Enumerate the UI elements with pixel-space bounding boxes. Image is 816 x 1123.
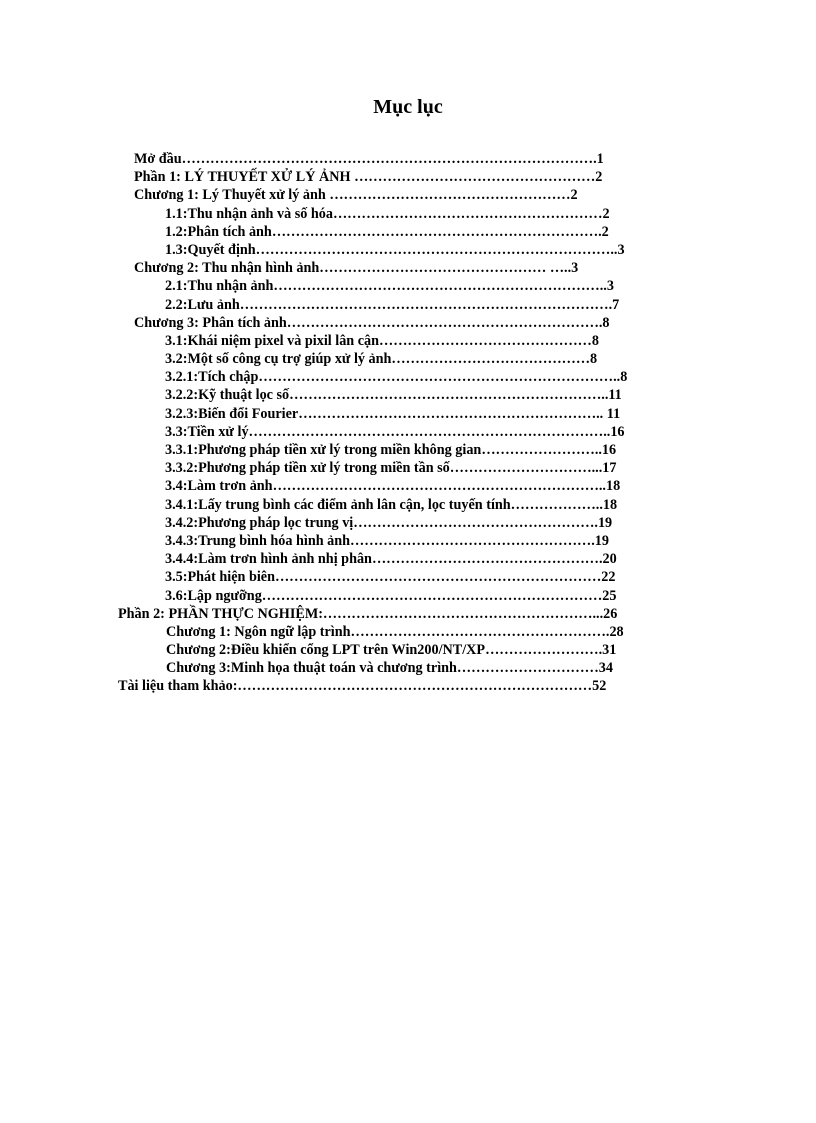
toc-entry-text: 1.2:Phân tích ảnh…………………………………………………………….2 xyxy=(165,223,609,240)
toc-entry xyxy=(0,314,816,332)
toc-entry xyxy=(0,259,816,277)
toc-entry xyxy=(0,532,816,550)
toc-entry xyxy=(0,150,816,168)
toc-entry-text: 3.1:Khái niệm pixel và pixil lân cận………………………………………8 xyxy=(165,332,599,349)
toc-entry xyxy=(0,223,816,241)
toc-entry-text: 3.2.3:Biến đổi Fourier……………………………………………………….. 11 xyxy=(165,405,621,422)
toc-entry-text: 3.4:Làm trơn ảnh……………………………………………………………..18 xyxy=(165,478,621,495)
toc-entry-text: Chương 3: Phân tích ảnh………………………………………………………….8 xyxy=(134,314,610,331)
toc-entry xyxy=(0,623,816,641)
toc-entry xyxy=(0,205,816,223)
toc-entry xyxy=(0,368,816,386)
toc-entry xyxy=(0,405,816,423)
toc-entry-text: 2.2:Lưu ảnh…………………………………………………………………….7 xyxy=(165,296,620,313)
toc-entry-text: Tài liệu tham khảo:…………………………………………………………………52 xyxy=(118,678,607,695)
toc-entry xyxy=(0,677,816,695)
toc-entry-text: Chương 3:Minh họa thuật toán và chương trình…………………………34 xyxy=(166,660,613,677)
toc-entry xyxy=(0,514,816,532)
toc-entry-text: 3.5:Phát hiện biên……………………………………………………………22 xyxy=(165,569,616,586)
toc-entry xyxy=(0,605,816,623)
toc-entry-text: Chương 2:Điều khiển cổng LPT trên Win200/NT/XP…………………….31 xyxy=(166,642,617,659)
toc-entry xyxy=(0,277,816,295)
toc-entry-text: Chương 1: Lý Thuyết xử lý ảnh ……………………………………………2 xyxy=(134,187,578,204)
toc-entry-text: Phần 1: LÝ THUYẾT XỬ LÝ ẢNH ……………………………………………2 xyxy=(134,169,603,186)
toc-entry-text: 3.2.1:Tích chập…………………………………………………………………..8 xyxy=(165,369,628,386)
toc-entry-text: Chương 2: Thu nhận hình ảnh………………………………………… …..3 xyxy=(134,260,579,277)
toc-entry-text: 3.6:Lập ngưỡng………………………………………………………………25 xyxy=(165,587,617,604)
toc-entry xyxy=(0,186,816,204)
toc-entry xyxy=(0,568,816,586)
toc-entry-text: 3.3.1:Phương pháp tiền xử lý trong miền không gian……………………..16 xyxy=(165,442,617,458)
toc-entry xyxy=(0,459,816,477)
toc-entry-text: 3.2:Một số công cụ trợ giúp xử lý ảnh……………………………………8 xyxy=(165,351,598,368)
table-of-contents xyxy=(0,150,816,696)
toc-entry xyxy=(0,550,816,568)
toc-entry xyxy=(0,296,816,314)
toc-entry-text: 3.4.1:Lấy trung bình các điểm ảnh lân cận, lọc tuyến tính………………..18 xyxy=(165,496,618,513)
toc-entry xyxy=(0,423,816,441)
toc-entry-text: 3.3:Tiền xử lý…………………………………………………………………..16 xyxy=(165,423,625,440)
toc-entry-text: 3.4.4:Làm trơn hình ảnh nhị phân………………………………………….20 xyxy=(165,551,617,568)
toc-entry xyxy=(0,332,816,350)
toc-entry xyxy=(0,168,816,186)
toc-entry xyxy=(0,477,816,495)
toc-entry-text: 3.2.2:Kỹ thuật lọc số…………………………………………………………..11 xyxy=(165,387,622,404)
toc-entry-text: Mở đầu…………………………………………………………………………….1 xyxy=(134,151,604,167)
toc-entry xyxy=(0,659,816,677)
page-title: Mục lục xyxy=(373,96,443,118)
toc-entry-text: 3.4.3:Trung bình hóa hình ảnh…………………………………………….19 xyxy=(165,532,609,549)
toc-entry-text: Phần 2: PHẦN THỰC NGHIỆM:…………………………………………………...26 xyxy=(118,605,618,622)
toc-entry xyxy=(0,350,816,368)
toc-entry xyxy=(0,496,816,514)
toc-entry-text: Chương 1: Ngôn ngữ lập trình……………………………………………….28 xyxy=(166,623,624,640)
toc-entry-text: 1.1:Thu nhận ảnh và số hóa…………………………………………………2 xyxy=(165,205,610,222)
toc-entry-text: 1.3:Quyết định…………………………………………………………………..3 xyxy=(165,241,625,258)
toc-entry xyxy=(0,241,816,259)
toc-entry xyxy=(0,441,816,459)
toc-entry xyxy=(0,587,816,605)
toc-entry-text: 3.4.2:Phương pháp lọc trung vị…………………………………………….19 xyxy=(165,514,613,531)
toc-entry-text: 2.1:Thu nhận ảnh……………………………………………………………..3 xyxy=(165,278,614,295)
toc-entry-text: 3.3.2:Phương pháp tiền xử lý trong miền tần số…………………………...17 xyxy=(165,460,617,477)
toc-entry xyxy=(0,641,816,659)
toc-entry xyxy=(0,386,816,404)
